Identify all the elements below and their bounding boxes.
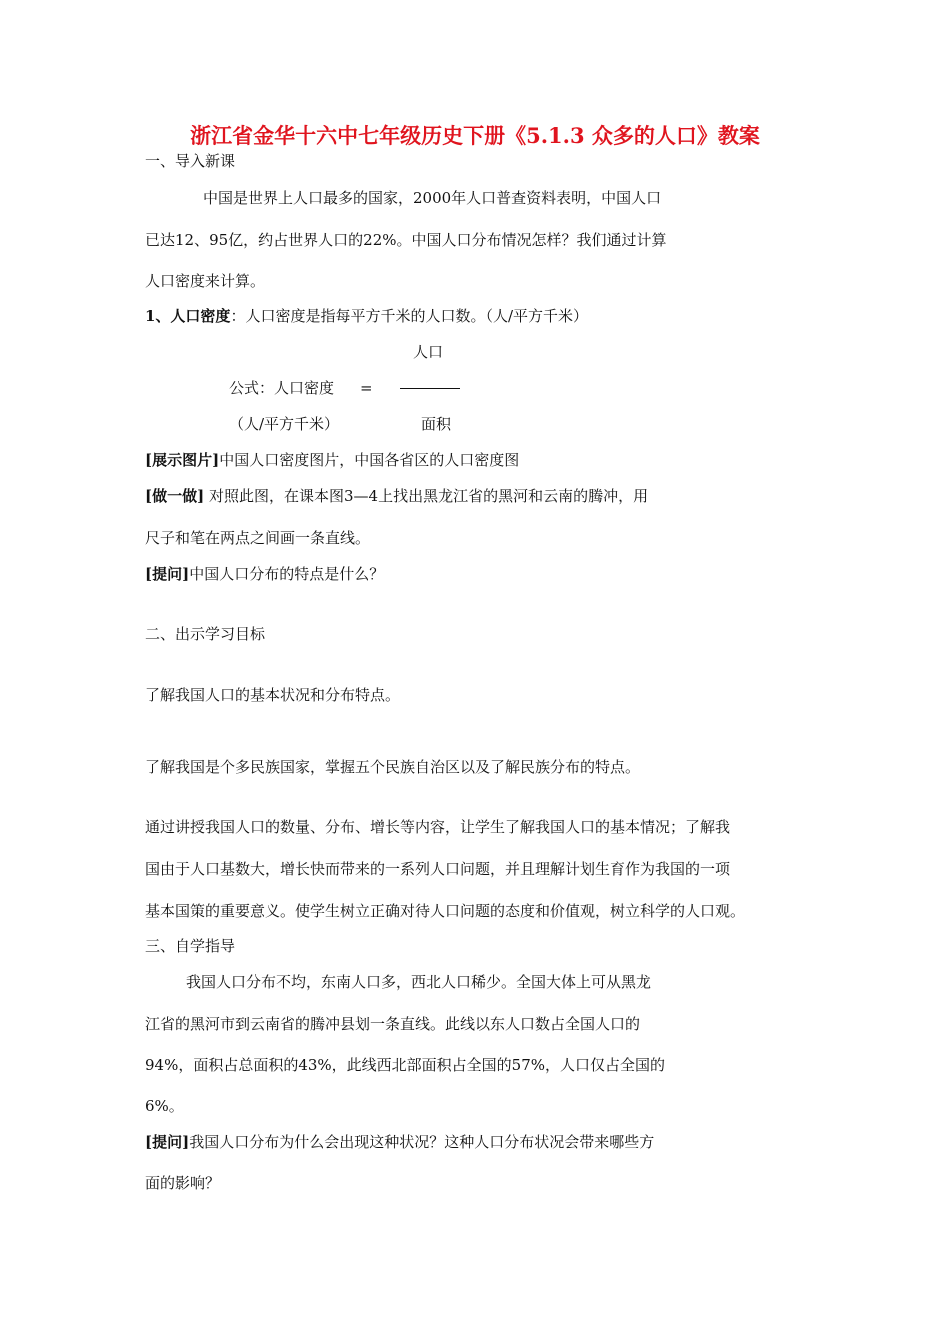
question-label: [提问]	[145, 565, 190, 583]
do-it-label: [做一做]	[145, 487, 205, 505]
formula-equals: =	[360, 379, 373, 397]
question-line-2-cont: 面的影响？	[145, 1174, 221, 1192]
section-heading-goals: 二、出示学习目标	[145, 625, 266, 643]
formula-fraction-line	[400, 388, 460, 389]
do-it-line-2: 尺子和笔在两点之间画一条直线。	[145, 529, 371, 547]
formula-denominator: 面积	[421, 415, 452, 433]
goal-paragraph-line: 通过讲授我国人口的数量、分布、增长等内容，让学生了解我国人口的基本情况；了解我	[145, 818, 731, 836]
question-line-2	[145, 1131, 654, 1153]
density-definition	[145, 305, 588, 327]
question-line	[145, 563, 384, 585]
intro-paragraph-line: 已达12、95亿，约占世界人口的22%。中国人口分布情况怎样？我们通过计算	[145, 231, 667, 249]
show-picture-label: [展示图片]	[145, 451, 220, 469]
section-heading-intro: 一、导入新课	[145, 152, 236, 170]
question-label-2: [提问]	[145, 1133, 190, 1151]
goal-item: 了解我国是个多民族国家，掌握五个民族自治区以及了解民族分布的特点。	[145, 758, 641, 776]
do-it-line	[145, 485, 648, 507]
show-picture-line	[145, 449, 519, 471]
self-study-paragraph-line: 江省的黑河市到云南省的腾冲县划一条直线。此线以东人口数占全国人口的	[145, 1015, 641, 1033]
intro-paragraph-line: 中国是世界上人口最多的国家，2000年人口普查资料表明，中国人口	[203, 189, 662, 207]
formula-unit: （人/平方千米）	[229, 415, 340, 433]
question-text: 中国人口分布的特点是什么？	[189, 565, 385, 583]
goal-paragraph-line: 国由于人口基数大，增长快而带来的一系列人口问题，并且理解计划生育作为我国的一项	[145, 860, 731, 878]
density-label: 1、人口密度	[145, 307, 231, 325]
question-text-2: 我国人口分布为什么会出现这种状况？这种人口分布状况会带来哪些方	[189, 1133, 655, 1151]
document-title: 浙江省金华十六中七年级历史下册《5.1.3 众多的人口》教案	[190, 123, 760, 148]
show-picture-text: 中国人口密度图片，中国各省区的人口密度图	[219, 451, 520, 469]
section-heading-self-study: 三、自学指导	[145, 937, 236, 955]
self-study-paragraph-line: 6%。	[145, 1097, 184, 1115]
goal-paragraph-line: 基本国策的重要意义。使学生树立正确对待人口问题的态度和价值观，树立科学的人口观。	[145, 902, 746, 920]
formula-numerator: 人口	[413, 343, 444, 361]
goal-item: 了解我国人口的基本状况和分布特点。	[145, 686, 401, 704]
density-text: ：人口密度是指每平方千米的人口数。（人/平方千米）	[230, 307, 589, 325]
formula-label: 公式：人口密度	[229, 379, 335, 397]
do-it-text: 对照此图，在课本图3—4上找出黑龙江省的黑河和云南的腾冲，用	[208, 487, 649, 505]
intro-paragraph-line: 人口密度来计算。	[145, 272, 266, 290]
self-study-paragraph-line: 我国人口分布不均，东南人口多，西北人口稀少。全国大体上可从黑龙	[186, 973, 652, 991]
self-study-paragraph-line: 94%，面积占总面积的43%，此线西北部面积占全国的57%，人口仅占全国的	[145, 1056, 666, 1074]
